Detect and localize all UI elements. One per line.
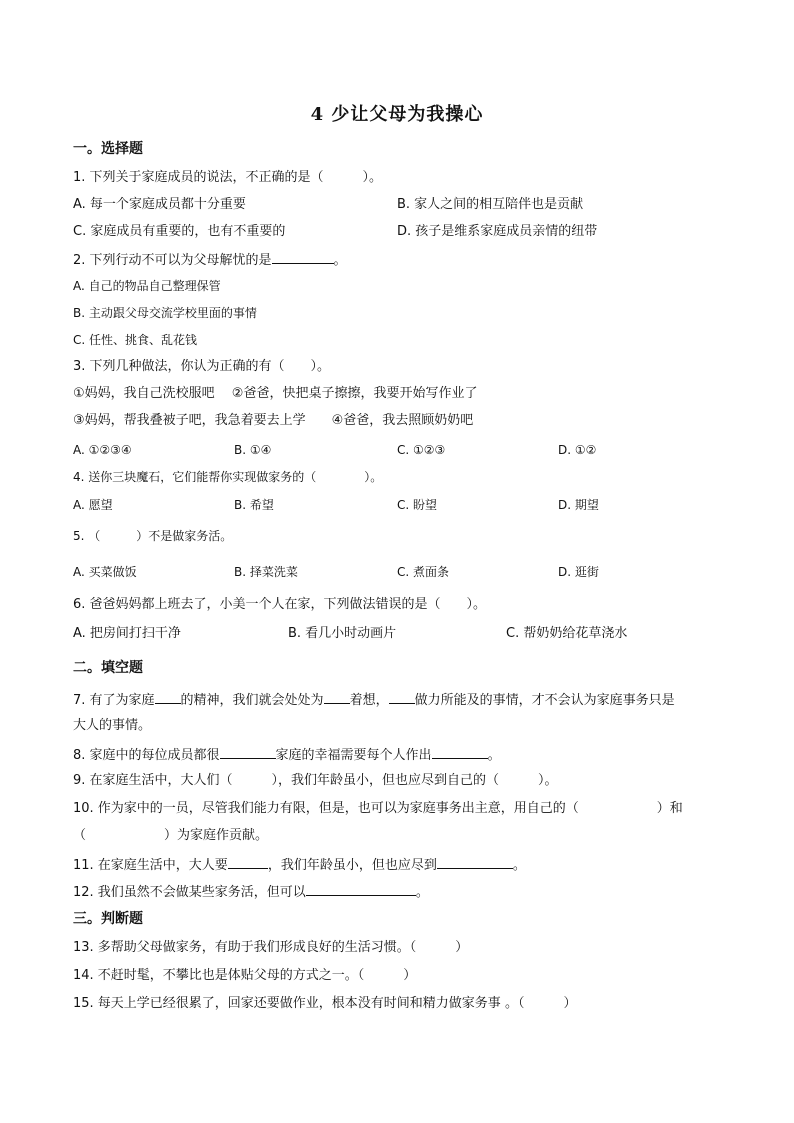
q11-part-2: ，我们年龄虽小，但也应尽到 <box>267 858 437 873</box>
q8-part-1: 8. 家庭中的每位成员都很 <box>73 748 220 763</box>
q3-option-d: D. ①② <box>558 443 597 457</box>
q8-blank-2 <box>432 745 488 759</box>
q7-blank-2 <box>324 690 350 704</box>
section-judge-heading: 三。判断题 <box>73 911 143 927</box>
q2-option-a: A. 自己的物品自己整理保管 <box>73 279 221 293</box>
page-title: 4 少让父母为我操心 <box>310 104 484 125</box>
question-7 <box>73 690 675 710</box>
q4-option-d: D. 期望 <box>558 498 599 512</box>
question-9: 9. 在家庭生活中，大人们（ ），我们年龄虽小，但也应尽到自己的（ ）。 <box>73 773 558 788</box>
section-choice-heading: 一。选择题 <box>73 141 143 157</box>
question-3: 3. 下列几种做法，你认为正确的有（ ）。 <box>73 359 331 374</box>
q1-option-c: C. 家庭成员有重要的，也有不重要的 <box>73 224 286 239</box>
question-12 <box>73 882 429 902</box>
q4-option-b: B. 希望 <box>234 498 274 512</box>
question-13: 13. 多帮助父母做家务，有助于我们形成良好的生活习惯。（ ） <box>73 940 469 955</box>
q3-option-a: A. ①②③④ <box>73 443 132 457</box>
q7-part-1: 7. 有了为家庭 <box>73 693 155 708</box>
q11-blank-1 <box>228 855 268 869</box>
q1-option-b: B. 家人之间的相互陪伴也是贡献 <box>397 197 584 212</box>
q6-option-a: A. 把房间打扫干净 <box>73 626 181 641</box>
q5-option-b: B. 择菜洗菜 <box>234 565 298 579</box>
q2-stem-end: 。 <box>333 253 347 268</box>
question-1: 1. 下列关于家庭成员的说法，不正确的是（ ）。 <box>73 170 383 185</box>
q10-continuation: （ ）为家庭作贡献。 <box>73 828 269 843</box>
q11-part-3: 。 <box>512 858 526 873</box>
q7-part-4: 做力所能及的事情，才不会认为家庭事务只是 <box>414 693 675 708</box>
q7-part-2: 的精神，我们就会处处为 <box>180 693 324 708</box>
q12-blank <box>306 882 416 896</box>
q3-option-c: C. ①②③ <box>397 443 446 457</box>
q8-part-2: 家庭的幸福需要每个人作出 <box>275 748 432 763</box>
q6-option-b: B. 看几小时动画片 <box>288 626 397 641</box>
q3-option-b: B. ①④ <box>234 443 272 457</box>
q3-statements-2: ③妈妈，帮我叠被子吧，我急着要去上学 ④爸爸，我去照顾奶奶吧 <box>73 413 474 428</box>
question-11 <box>73 855 526 875</box>
question-2 <box>73 250 347 270</box>
question-4: 4. 送你三块魔石，它们能帮你实现做家务的（ ）。 <box>73 470 383 484</box>
q3-statements-1: ①妈妈，我自己洗校服吧 ②爸爸，快把桌子擦擦，我要开始写作业了 <box>73 386 478 401</box>
q6-option-c: C. 帮奶奶给花草浇水 <box>506 626 628 641</box>
q7-part-3: 着想， <box>349 693 389 708</box>
q1-option-d: D. 孩子是维系家庭成员亲情的纽带 <box>397 224 598 239</box>
question-14: 14. 不赶时髦，不攀比也是体贴父母的方式之一。（ ） <box>73 968 417 983</box>
q4-option-a: A. 愿望 <box>73 498 113 512</box>
question-6: 6. 爸爸妈妈都上班去了，小美一个人在家，下列做法错误的是（ ）。 <box>73 597 487 612</box>
q12-part-1: 12. 我们虽然不会做某些家务活，但可以 <box>73 885 306 900</box>
question-5: 5. （ ）不是做家务活。 <box>73 529 233 543</box>
q5-option-d: D. 逛街 <box>558 565 599 579</box>
q1-option-a: A. 每一个家庭成员都十分重要 <box>73 197 246 212</box>
q5-option-a: A. 买菜做饭 <box>73 565 137 579</box>
question-8 <box>73 745 501 765</box>
q7-blank-3 <box>389 690 415 704</box>
q4-option-c: C. 盼望 <box>397 498 438 512</box>
q5-option-c: C. 煮面条 <box>397 565 450 579</box>
q12-part-2: 。 <box>415 885 429 900</box>
question-15: 15. 每天上学已经很累了，回家还要做作业，根本没有时间和精力做家务事 。（ ） <box>73 996 577 1011</box>
q2-stem: 2. 下列行动不可以为父母解忧的是 <box>73 253 272 268</box>
q11-part-1: 11. 在家庭生活中，大人要 <box>73 858 228 873</box>
q7-continuation: 大人的事情。 <box>73 718 152 733</box>
q8-part-3: 。 <box>487 748 501 763</box>
q7-blank-1 <box>155 690 181 704</box>
q2-option-b: B. 主动跟父母交流学校里面的事情 <box>73 306 257 320</box>
q11-blank-2 <box>437 855 513 869</box>
q2-blank <box>272 250 334 264</box>
question-10: 10. 作为家中的一员，尽管我们能力有限，但是，也可以为家庭事务出主意，用自己的（ ）和 <box>73 801 683 816</box>
q8-blank-1 <box>220 745 276 759</box>
q2-option-c: C. 任性、挑食、乱花钱 <box>73 333 198 347</box>
section-fill-heading: 二。填空题 <box>73 660 143 676</box>
